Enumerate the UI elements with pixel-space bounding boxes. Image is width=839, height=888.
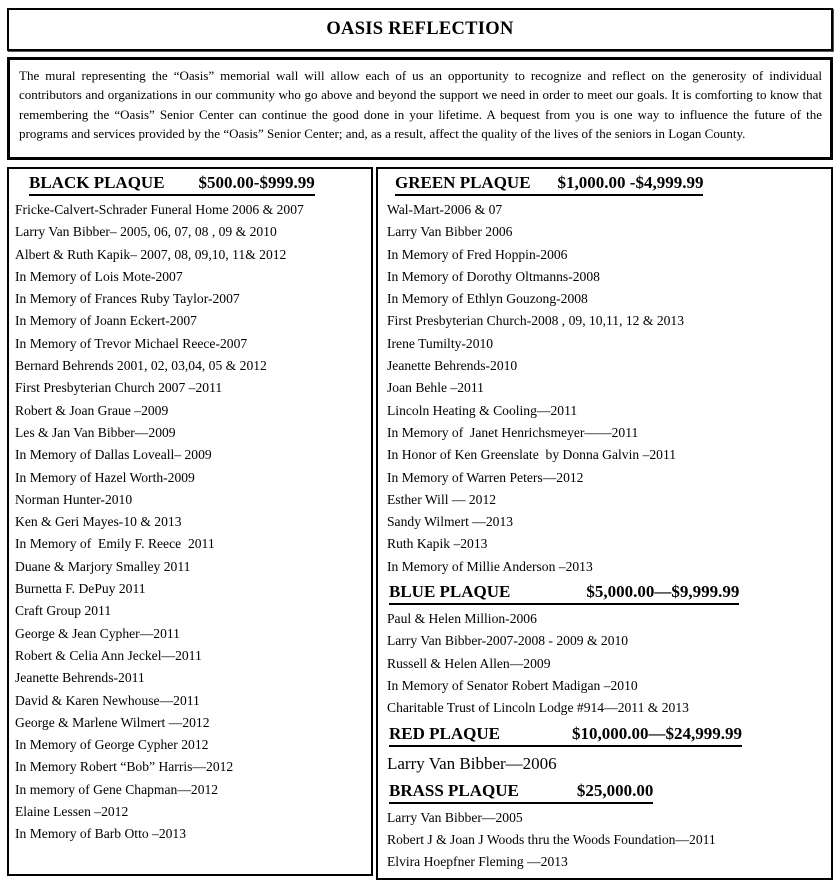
- donor-entry: Larry Van Bibber– 2005, 06, 07, 08 , 09 & 2010: [15, 224, 277, 240]
- donor-entry: In Memory of Emily F. Reece 2011: [15, 536, 215, 552]
- donor-entry: In Memory of Dorothy Oltmanns-2008: [387, 268, 600, 284]
- donor-entry: In Memory of Barb Otto –2013: [15, 826, 187, 842]
- plaque-section-black: [15, 172, 367, 846]
- donor-entry: In Memory of Lois Mote-2007: [15, 268, 183, 284]
- page-title: OASIS REFLECTION: [326, 19, 514, 39]
- donor-entry: George & Jean Cypher—2011: [15, 625, 180, 641]
- plaque-range: $1,000.00 -$4,999.99: [557, 173, 704, 192]
- section-header-underline: [395, 172, 703, 196]
- plaque-section-blue: [387, 581, 827, 719]
- plaque-section-green: [387, 172, 827, 578]
- donor-entry: Jeanette Behrends-2010: [387, 358, 518, 374]
- donor-entry: George & Marlene Wilmert —2012: [15, 714, 210, 730]
- donor-entry: In Memory of Dallas Loveall– 2009: [15, 447, 212, 463]
- donor-entry: David & Karen Newhouse—2011: [15, 692, 200, 708]
- donor-entry: In Memory of Hazel Worth-2009: [15, 469, 195, 485]
- donor-entry: In Memory of George Cypher 2012: [15, 737, 209, 753]
- donor-entry: Sandy Wilmert —2013: [387, 514, 514, 530]
- plaque-section-red: [387, 723, 827, 777]
- plaque-name: BRASS PLAQUE: [389, 780, 519, 800]
- donor-entry: Wal-Mart-2006 & 07: [387, 202, 503, 217]
- intro-paragraph: The mural representing the “Oasis” memorial wall will allow each of us an opportunity to recognize and reflect on the generosity of individual contributors and organizations in our community who go above and beyond the support we need in order to meet our goals. It is comforting to know that remembering the “Oasis” Senior Center can continue the good done in your lifetime. A bequest from you is one way to influence the future of the programs and services provided by the “Oasis” Senior Center; and, as a result, affect the quality of the lives of the seniors in Logan County.: [19, 68, 822, 142]
- donor-entry: Charitable Trust of Lincoln Lodge #914—2011 & 2013: [387, 700, 689, 716]
- section-header-brass: [389, 780, 827, 804]
- donor-entry: Robert & Celia Ann Jeckel—2011: [15, 647, 202, 663]
- donor-entry: In Memory of Frances Ruby Taylor-2007: [15, 291, 240, 307]
- donor-entry: Paul & Helen Million-2006: [387, 611, 537, 627]
- donor-entry: Elaine Lessen –2012: [15, 804, 129, 820]
- plaque-range: $10,000.00—$24,999.99: [571, 723, 742, 743]
- section-header-underline: [389, 581, 739, 605]
- donor-entry: Robert J & Joan J Woods thru the Woods Foundation—2011: [387, 831, 716, 847]
- donor-entry: Bernard Behrends 2001, 02, 03,04, 05 & 2012: [15, 358, 267, 374]
- donor-entry: Duane & Marjory Smalley 2011: [15, 558, 191, 574]
- donor-entry: In Memory of Fred Hoppin-2006: [387, 246, 568, 262]
- section-header-underline: [389, 780, 653, 804]
- donor-entry: Ruth Kapik –2013: [387, 536, 488, 552]
- plaque-range: $5,000.00—$9,999.99: [586, 582, 740, 602]
- donor-entry: Russell & Helen Allen—2009: [387, 655, 551, 671]
- section-header-green: [395, 172, 827, 196]
- donor-entry: Larry Van Bibber 2006: [387, 224, 513, 240]
- plaque-name: RED PLAQUE: [389, 723, 500, 743]
- plaque-range: $25,000.00: [576, 780, 654, 800]
- donor-entry: In Memory of Joann Eckert-2007: [15, 313, 197, 329]
- donor-entry: In Memory of Warren Peters—2012: [387, 469, 584, 485]
- donor-entry: Larry Van Bibber—2006: [387, 753, 557, 773]
- donor-entry: In Honor of Ken Greenslate by Donna Galvin –2011: [387, 447, 677, 463]
- donor-entry: Irene Tumilty-2010: [387, 335, 494, 351]
- section-header-red: [389, 723, 827, 747]
- donor-entry: Robert & Joan Graue –2009: [15, 402, 169, 418]
- title-box: [7, 8, 833, 51]
- section-header-underline: [29, 172, 315, 196]
- right-column: [376, 167, 833, 880]
- donor-entry: Les & Jan Van Bibber—2009: [15, 424, 176, 440]
- donor-entry: In Memory of Millie Anderson –2013: [387, 558, 593, 574]
- intro-box: [7, 57, 833, 160]
- donor-entry: Albert & Ruth Kapik– 2007, 08, 09,10, 11& 2012: [15, 246, 287, 262]
- donor-entry: In Memory of Ethlyn Gouzong-2008: [387, 291, 588, 307]
- donor-entry: Fricke-Calvert-Schrader Funeral Home 2006 & 2007: [15, 202, 304, 217]
- left-column: [7, 167, 373, 876]
- donor-entry: Larry Van Bibber—2005: [387, 809, 523, 825]
- donor-entry: Elvira Hoepfner Fleming —2013: [387, 854, 568, 870]
- donor-entry: Jeanette Behrends-2011: [15, 670, 145, 686]
- donor-entry: Ken & Geri Mayes-10 & 2013: [15, 514, 182, 530]
- plaque-section-brass: [387, 780, 827, 874]
- donor-entry: Esther Will — 2012: [387, 491, 497, 507]
- donor-entry: In Memory Robert “Bob” Harris—2012: [15, 759, 234, 775]
- plaque-name: BLUE PLAQUE: [389, 582, 511, 602]
- plaque-range: $500.00-$999.99: [198, 173, 315, 192]
- donor-entry: First Presbyterian Church-2008 , 09, 10,11, 12 & 2013: [387, 313, 685, 329]
- section-header-black: [29, 172, 367, 196]
- donor-entry: Burnetta F. DePuy 2011: [15, 581, 146, 597]
- donor-entry: First Presbyterian Church 2007 –2011: [15, 380, 223, 396]
- plaque-name: BLACK PLAQUE: [29, 173, 165, 192]
- section-header-underline: [389, 723, 742, 747]
- donor-entry: Lincoln Heating & Cooling—2011: [387, 402, 578, 418]
- donor-entry: In Memory of Senator Robert Madigan –2010: [387, 677, 638, 693]
- plaque-name: GREEN PLAQUE: [395, 173, 531, 192]
- donor-entry: Larry Van Bibber-2007-2008 - 2009 & 2010: [387, 633, 629, 649]
- donor-entry: Norman Hunter-2010: [15, 491, 133, 507]
- donor-entry: In Memory of Trevor Michael Reece-2007: [15, 335, 248, 351]
- section-header-blue: [389, 581, 827, 605]
- donor-entry: Craft Group 2011: [15, 603, 112, 619]
- donor-entry: In Memory of Janet Henrichsmeyer——2011: [387, 424, 639, 440]
- donor-entry: In memory of Gene Chapman—2012: [15, 781, 219, 797]
- donor-entry: Joan Behle –2011: [387, 380, 484, 396]
